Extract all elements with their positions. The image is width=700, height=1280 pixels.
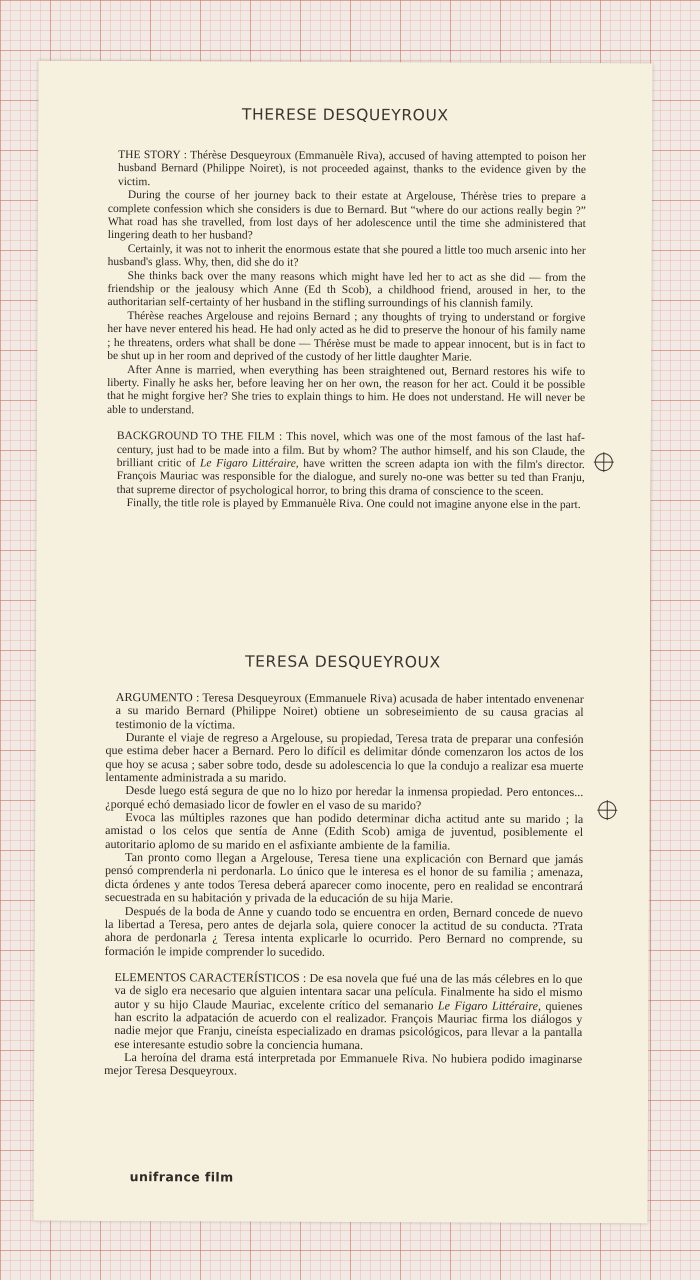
argumento-paragraph-4: Evoca las múltiples razones que han podido determinar dicha actitud ante su marido ; la amistad o los celos que sentía de Anne (Edith Scob) amiga de juventud, posiblemente el autoritario aplomo de su marido en el asfixiante ambiente de la familia. <box>105 810 584 853</box>
story-paragraph-4: She thinks back over the many reasons which might have led her to act as she did — from the friendship or the jealousy which Anne (Ed th Scob), a childhood friend, aroused in her, to the authoritarian self-certainty of her husband in the stifling surroundings of his clannish family. <box>107 269 586 311</box>
crosshair-circle-icon <box>596 799 618 821</box>
unifrance-logo: unifrance film <box>129 1169 234 1185</box>
argumento-paragraph-5: Tan pronto como llegan a Argelouse, Teresa tiene una explicación con Bernard que jamás pensó comprenderla ni perdonarla. Lo único que le interesa es el honor de su familia ; amenaza, dicta órdenes y ante todos Teresa deberá aparecer como inocente, pero en realidad se encontrará secuestrada en su habitación y privada de la educación de su hija Marie. <box>104 850 584 906</box>
document-sheet <box>33 61 652 1224</box>
argumento-paragraph-6: Después de la boda de Anne y cuando todo se encuentra en orden, Bernard concede de nuevo la libertad a Teresa, pero antes de dejarla sola, quiere conocer la actitud de su conducta. ?Trata ahora de perdonarla ¿ Teresa intenta explicarle lo ocurrido. Pero Bernard no comprende, su formación le impide comprender lo sucedido. <box>104 903 583 959</box>
story-paragraph-3: Certainly, it was not to inherit the enormous estate that she poured a little too much arsenic into her husband's glass. Why, then, did she do it? <box>107 242 586 270</box>
background-label: BACKGROUND TO THE FILM : <box>116 430 283 443</box>
background-paragraph-1: BACKGROUND TO THE FILM : This novel, which was one of the most famous of the last haf-century, just had to be made into a film. But by whom? The author himself, and his son Claude, the brilliant critic of Le Figaro Littéraire, have written the screen adapta ion with the film's director. François Mauriac was responsible for the dialogue, and surely no-one was better su ted than Franju, that supreme director of psychological horror, to bring this drama of conscience to the sceen. <box>116 430 585 498</box>
crosshair-circle-icon <box>593 451 615 473</box>
argumento-paragraph-3: Desde luego está segura de que no lo hizo por heredar la inmensa propiedad. Pero entonces... ¿porqué echó demasiado licor de fowler en el vaso de su marido? <box>105 783 584 813</box>
elementos-paragraph-1: ELEMENTOS CARACTERÍSTICOS : De esa novela que fué una de las más célebres en lo que va de siglo era necesario que alguien intentara sacar una película. Finalmente ha sido el mismo autor y su hijo Claude Mauriac, excelente crítico del semanario Le Figaro Littéraire, quienes han escrito la adpatación de acuerdo con el realizador. François Mauriac firma los diálogos y nadie mejor que Franju, cineísta especializado en dramas psicológicos, para llevar a la pantalla ese interesante estudio sobre la conciencia humana. <box>114 969 583 1052</box>
story-paragraph-1: THE STORY : Thérèse Desqueyroux (Emmanuèle Riva), accused of having attempted to poison her husband Bernard (Philippe Noiret), is not proceeded against, thanks to the evidence given by the victim. <box>117 149 587 188</box>
story-label: THE STORY : <box>118 149 187 162</box>
english-title: THERESE DESQUEYROUX <box>241 105 449 125</box>
elementos-label: ELEMENTOS CARACTERÍSTICOS : <box>114 969 307 985</box>
story-paragraph-2: During the course of her journey back to their estate at Argelouse, Thérèse tries to prepare a complete confession which she considers is due to Bernard. But “where do our actions really begin ?” What road has she travelled, from lost days of her adolescence until the time she administered that lingering death to her husband? <box>107 189 586 243</box>
argumento-label: ARGUMENTO : <box>115 690 200 705</box>
story-paragraph-5: Thérèse reaches Argelouse and rejoins Bernard ; any thoughts of trying to understand or forgive her have never entered his head. He had only acted as he did to preserve the honour of his family name ; he threatens, orders what shall be done — Thérèse must be made to appear innocent, but is in fact to be shut up in her room and deprived of the custody of her little daughter Marie. <box>107 309 586 364</box>
journal-title-es: Le Figaro Littéraire, <box>437 997 542 1013</box>
journal-title: Le Figaro Littéraire, <box>200 457 299 470</box>
story-paragraph-6: After Anne is married, when everything has been straightened out, Bernard restores his wife to liberty. Finally he asks her, before leaving her on her own, the reason for her act. Could it be possible that he might forgive her? She tries to explain things to him. He does not understand. He will never be able to understand. <box>106 363 586 417</box>
english-body <box>107 149 587 513</box>
spanish-body <box>104 691 584 1080</box>
elementos-paragraph-2: La heroína del drama está interpretada por Emmanuele Riva. No hubiera podido imaginarse mejor Teresa Desqueyroux. <box>104 1049 583 1078</box>
spanish-title: TERESA DESQUEYROUX <box>245 652 441 672</box>
argumento-paragraph-1: ARGUMENTO : Teresa Desqueyroux (Emmanuele Riva) acusada de haber intentado envenenar a su marido Bernard (Philippe Noiret) obtiene un sobreseimiento de su causa gracias al testimonio de la víctima. <box>115 690 584 732</box>
background-paragraph-2: Finally, the title role is played by Emmanuèle Riva. One could not imagine anyone else in the part. <box>126 497 581 512</box>
argumento-paragraph-2: Durante el viaje de regreso a Argelouse, su propiedad, Teresa trata de preparar una confesión que estima deber hacer a Bernard. Pero lo difícil es delimitar dónde comenzaron los actos de los que hoy se acusa ; saber sobre todo, desde su adolescencia lo que la condujo a realizar esa muerte lentamente administrada a su marido. <box>105 730 584 785</box>
